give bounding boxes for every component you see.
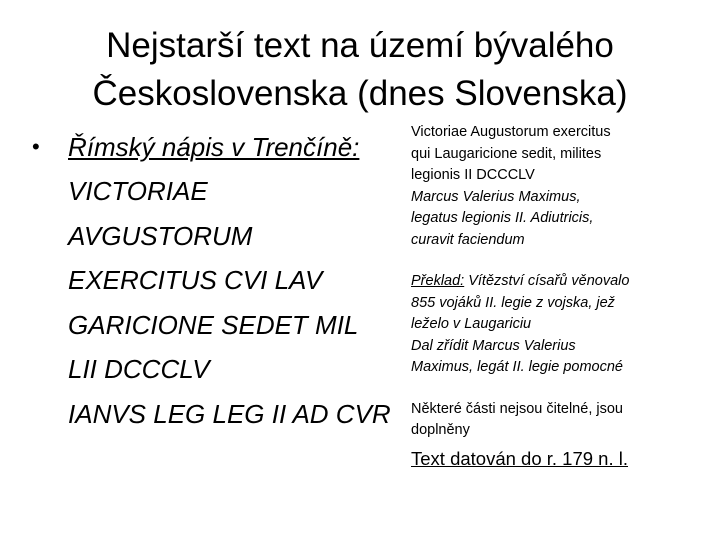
inscription-line: GARICIONE SEDET MIL xyxy=(68,309,359,340)
title-line-2: Československa (dnes Slovenska) xyxy=(92,74,628,113)
dating-note: Text datován do r. 179 n. l. xyxy=(411,447,629,469)
translation-line: 855 vojáků II. legie z vojska, jež xyxy=(411,294,615,311)
inscription-line: IANVS LEG LEG II AD CVR xyxy=(68,398,391,429)
latin-line: qui Laugaricione sedit, milites xyxy=(411,145,602,162)
inscription-line: EXERCITUS CVI LAV xyxy=(68,265,323,295)
latin-line: Victoriae Augustorum exercitus xyxy=(411,124,611,140)
translation-panel xyxy=(411,122,711,472)
inscription-line: LII DCCCLV xyxy=(68,354,210,384)
note-line: Některé části nejsou čitelné, jsou xyxy=(411,400,623,417)
latin-line: curavit faciendum xyxy=(411,231,525,248)
translation-line: Dal zřídit Marcus Valerius xyxy=(411,337,576,354)
translation-line: Vítězství císařů věnovalo xyxy=(468,273,630,289)
bullet-content xyxy=(68,125,391,436)
translation-first-line xyxy=(411,271,711,293)
bullet-icon: • xyxy=(32,134,40,159)
czech-translation xyxy=(411,271,711,379)
slide-title xyxy=(40,22,680,118)
inscription-line: AVGUSTORUM xyxy=(68,220,253,251)
latin-line: legatus legionis II. Adiutricis, xyxy=(411,210,594,226)
latin-line: legionis II DCCCLV xyxy=(411,167,535,183)
title-line-1: Nejstarší text na území bývalého xyxy=(106,26,614,65)
bullet-item xyxy=(32,125,402,436)
latin-line: Marcus Valerius Maximus, xyxy=(411,188,581,205)
translation-line: Maximus, legát II. legie pomocné xyxy=(411,359,623,375)
inscription-heading: Římský nápis v Trenčíně: xyxy=(68,132,360,162)
translation-line: leželo v Laugariciu xyxy=(411,316,532,332)
latin-text xyxy=(411,122,711,251)
note-line: doplněny xyxy=(411,422,470,438)
translation-label: Překlad: xyxy=(411,273,465,289)
inscription-line: VICTORIAE xyxy=(68,176,208,206)
inscription-panel xyxy=(32,125,402,436)
legibility-note xyxy=(411,399,711,442)
